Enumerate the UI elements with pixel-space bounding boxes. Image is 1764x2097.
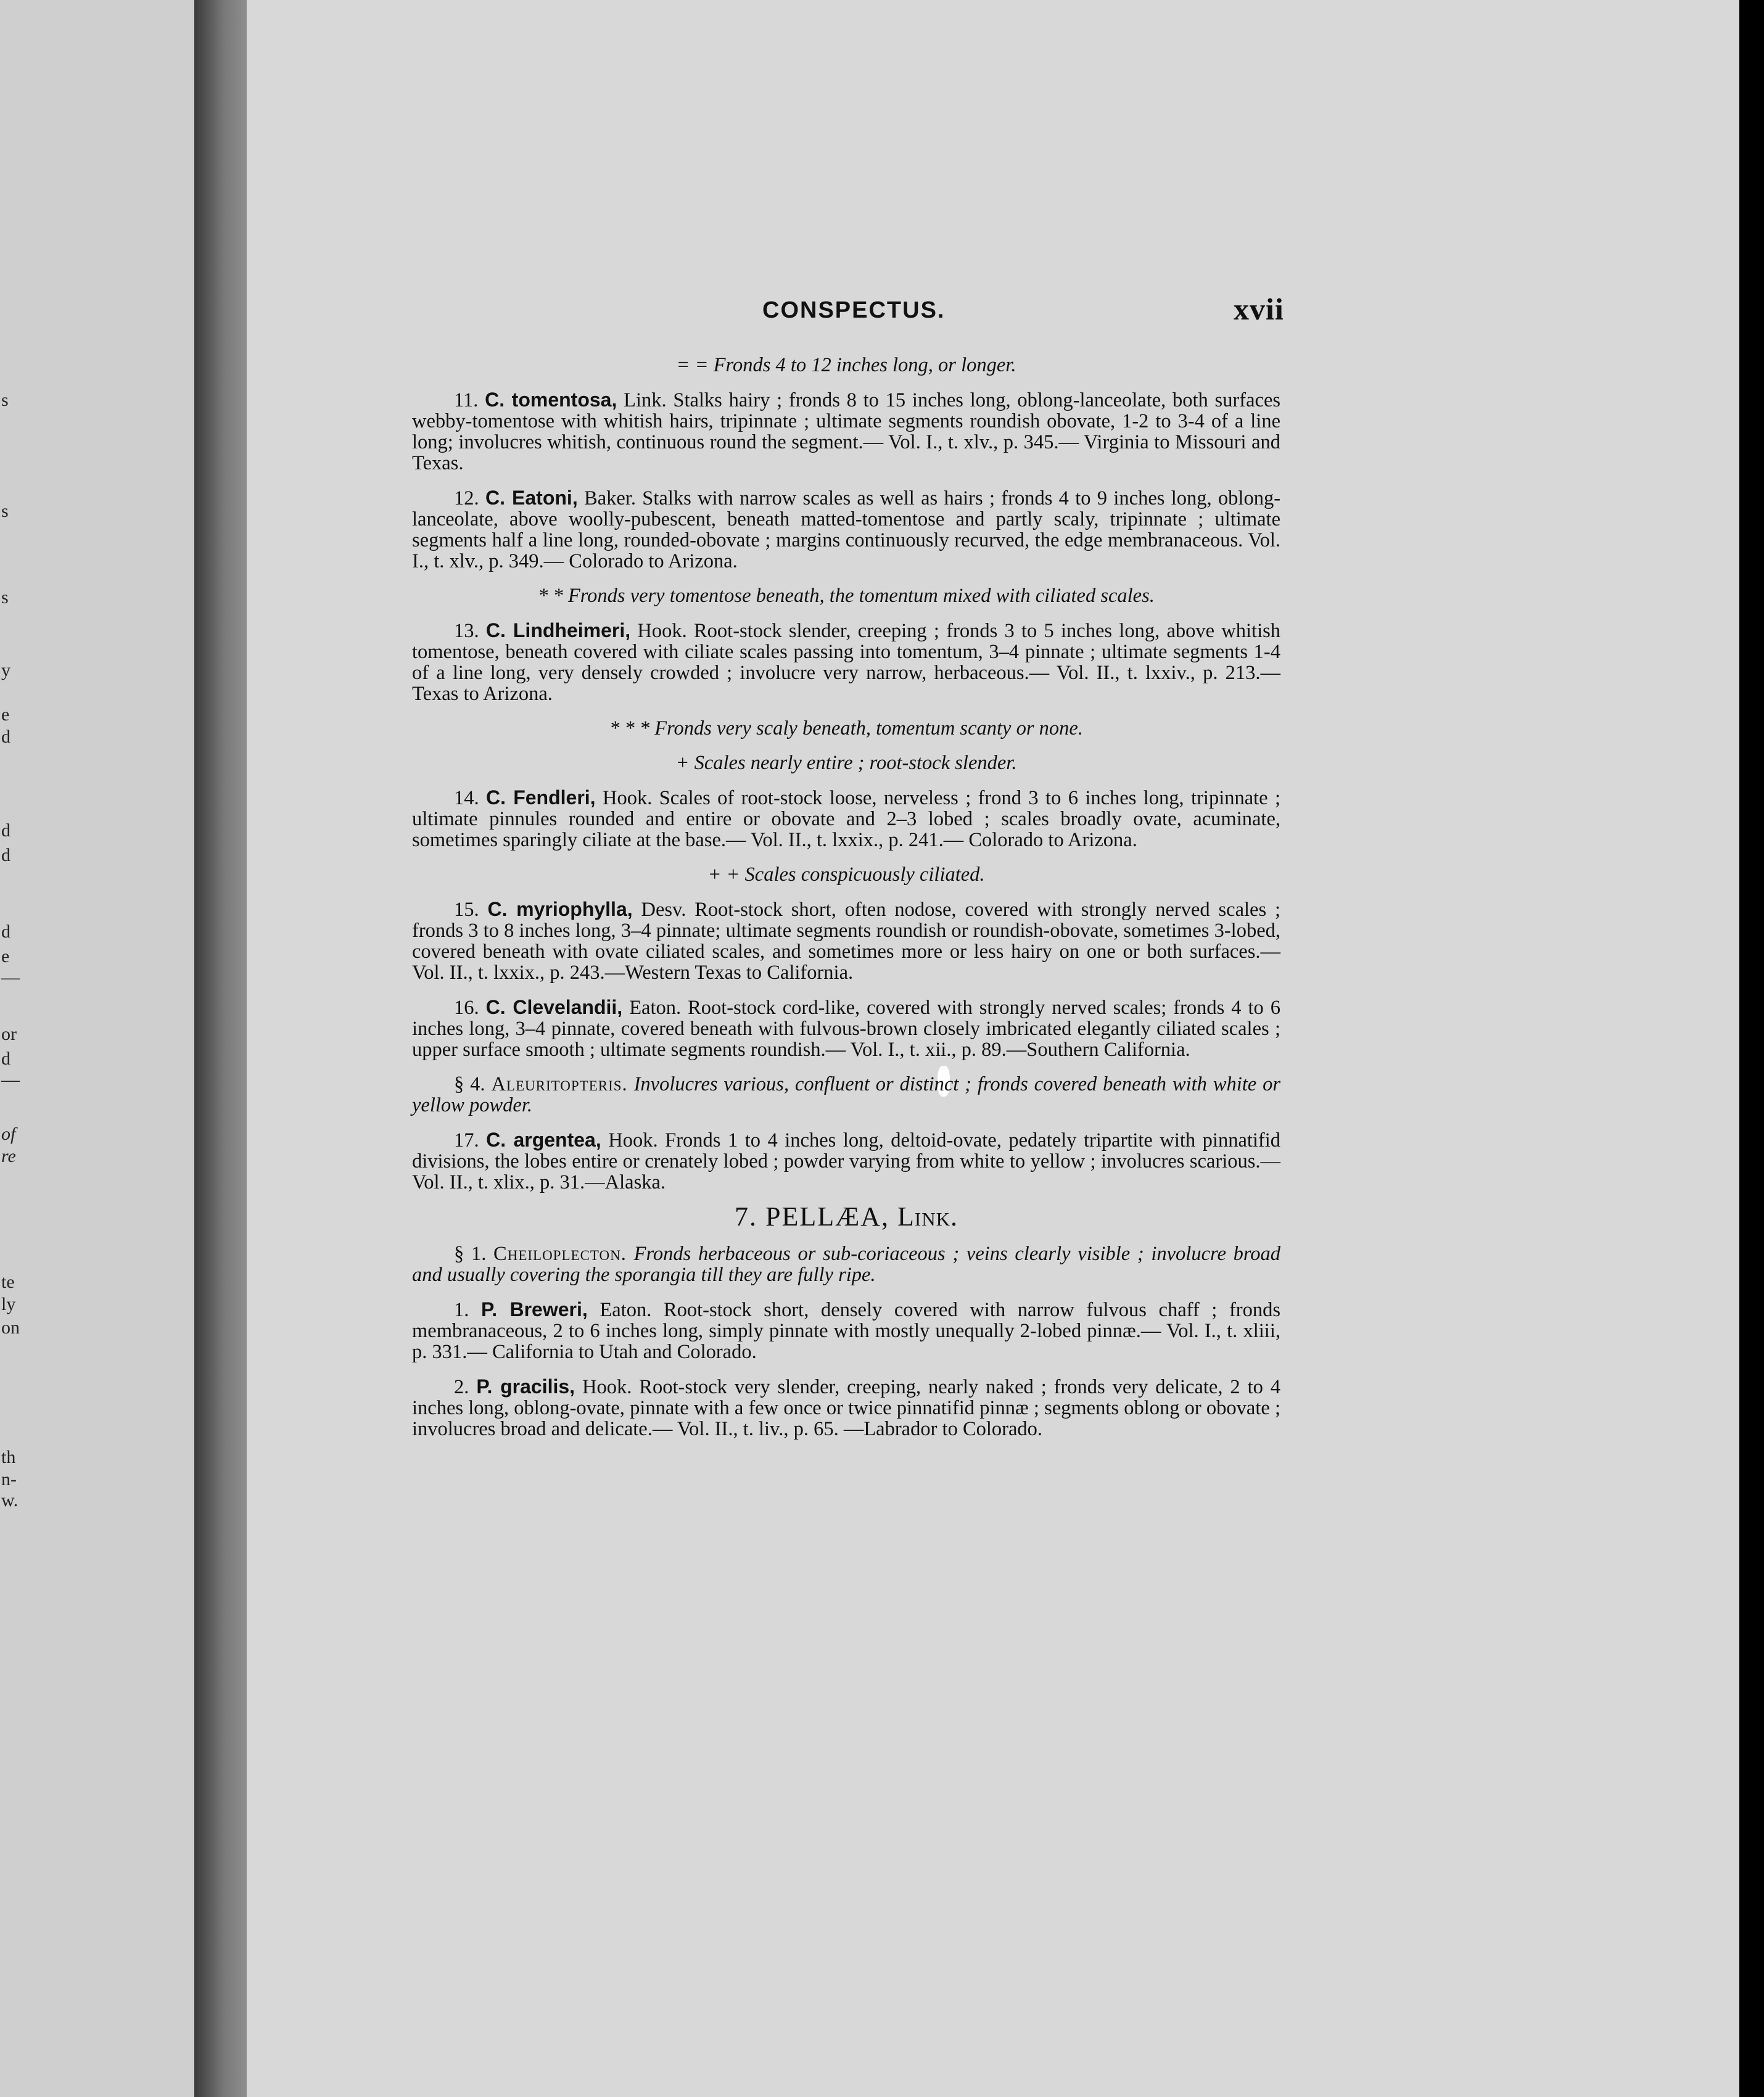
margin-char: d xyxy=(1,820,10,841)
margin-char: s xyxy=(1,390,9,410)
species-name: C. argentea, xyxy=(486,1129,601,1151)
species-entry xyxy=(412,1376,1280,1440)
subgroup-heading: + Scales nearly entire ; root-stock slender. xyxy=(675,752,1017,774)
species-entry xyxy=(412,620,1280,704)
entry-number: 12. xyxy=(454,487,479,509)
margin-char: of xyxy=(1,1124,16,1144)
margin-char: th xyxy=(1,1447,16,1467)
conspectus-text xyxy=(412,355,1280,1453)
species-description: Hook. Root-stock slender, creeping ; fronds 3 to 5 inches long, above whitish tomentose, beneath covered with ciliate scales passing into tomentum, 3–4 pinnate ; ultimate segments 1-4 of a line long, very densely crowded ; involucre very narrow, herbaceous.— Vol. II., t. lxxiv., p. 213.— Texas to Arizona. xyxy=(412,620,1280,705)
margin-char: or xyxy=(1,1024,17,1044)
section-name: Cheiloplecton. xyxy=(493,1243,627,1265)
margin-char: s xyxy=(1,501,9,521)
entry-number: 14. xyxy=(454,787,479,809)
group-heading: * * * Fronds very scaly beneath, tomentum scanty or none. xyxy=(609,717,1083,740)
species-entry xyxy=(412,1299,1280,1362)
margin-char: te xyxy=(1,1272,15,1292)
margin-char: s xyxy=(1,587,9,608)
species-entry xyxy=(412,997,1280,1060)
genus-author: Link. xyxy=(897,1201,958,1232)
margin-char: re xyxy=(1,1146,16,1166)
margin-char: y xyxy=(1,660,10,680)
species-description: Desv. Root-stock short, often nodose, covered with strongly nerved scales ; fronds 3 to 8 inches long, 3–4 pinnate; ultimate segments roundish or roundish-obovate, sometimes 3-lobed, covered beneath with ovate ciliated scales, and sometimes more or less hairy on one or both surfaces.— Vol. II., t. lxxix., p. 243.—Western Texas to California. xyxy=(412,899,1281,984)
species-name: C. Clevelandii, xyxy=(485,996,623,1018)
page-number: xvii xyxy=(1234,292,1284,326)
entry-number: 1. xyxy=(454,1299,469,1321)
scan-border xyxy=(1739,0,1764,2097)
species-entry xyxy=(412,787,1280,851)
species-name: C. Lindheimeri, xyxy=(485,619,631,641)
species-name: C. Eatoni, xyxy=(485,487,578,509)
facing-page-margin-text xyxy=(0,0,20,2097)
margin-char: e xyxy=(1,704,10,725)
margin-char: e xyxy=(1,946,10,966)
entry-number: 11. xyxy=(454,389,479,411)
section-heading xyxy=(412,1243,1280,1285)
species-description: Baker. Stalks with narrow scales as well as hairs ; fronds 4 to 9 inches long, oblong-lanceolate, above woolly-pubescent, beneath matted-tomentose and partly scaly, tripinnate ; ultimate segments half a line long, rounded-obovate ; margins continuously recurved, the edge membranaceous. Vol. I., t. xlv., p. 349.— Colorado to Arizona. xyxy=(412,487,1281,572)
entry-number: 15. xyxy=(454,899,479,921)
margin-char: — xyxy=(1,1069,20,1090)
book-gutter xyxy=(194,0,247,2097)
margin-char: — xyxy=(1,967,20,987)
group-heading: * * Fronds very tomentose beneath, the tomentum mixed with ciliated scales. xyxy=(538,585,1155,607)
margin-char: d xyxy=(1,1048,10,1069)
section-heading xyxy=(412,1074,1280,1116)
facing-page-edge xyxy=(0,0,194,2097)
species-entry xyxy=(412,1129,1280,1193)
section-number: § 4. xyxy=(454,1073,485,1095)
page xyxy=(247,0,1739,2097)
group-heading: = = Fronds 4 to 12 inches long, or longer. xyxy=(676,354,1016,376)
species-entry xyxy=(412,487,1280,572)
margin-char: n- xyxy=(1,1469,17,1489)
species-description: Hook. Scales of root-stock loose, nerveless ; frond 3 to 6 inches long, tripinnate ; ultimate pinnules rounded and entire or obovate and 2–3 lobed ; scales broadly ovate, acuminate, sometimes sparingly ciliate at the base.— Vol. II., t. lxxix., p. 241.— Colorado to Arizona. xyxy=(412,787,1281,851)
species-name: P. Breweri, xyxy=(481,1298,588,1320)
genus-heading xyxy=(412,1201,1280,1232)
entry-number: 13. xyxy=(454,620,479,642)
section-name: Aleuritopteris. xyxy=(491,1073,628,1095)
species-description: Hook. Root-stock very slender, creeping, nearly naked ; fronds very delicate, 2 to 4 inches long, oblong-ovate, pinnate with a few once or twice pinnatifid pinnæ ; segments oblong or obovate ; involucres broad and delicate.— Vol. II., t. liv., p. 65. —Labrador to Colorado. xyxy=(412,1376,1281,1440)
entry-number: 16. xyxy=(454,997,479,1019)
species-entry xyxy=(412,389,1280,474)
entry-number: 2. xyxy=(454,1376,469,1398)
section-description: Fronds herbaceous or sub-coriaceous ; veins clearly visible ; involucre broad and usually covering the sporangia till they are fully ripe. xyxy=(412,1243,1281,1286)
margin-char: w. xyxy=(1,1490,19,1510)
margin-char: ly xyxy=(1,1294,16,1314)
species-description: Eaton. Root-stock cord-like, covered with strongly nerved scales; fronds 4 to 6 inches long, 3–4 pinnate, covered beneath with fulvous-brown closely imbricated elegantly ciliated scales ; upper surface smooth ; ultimate segments roundish.— Vol. I., t. xii., p. 89.—Southern California. xyxy=(412,997,1281,1061)
species-description: Hook. Fronds 1 to 4 inches long, deltoid-ovate, pedately tripartite with pinnatifid divisions, the lobes entire or crenately lobed ; powder varying from white to yellow ; involucres scarious.— Vol. II., t. xlix., p. 31.—Alaska. xyxy=(412,1129,1281,1193)
entry-number: 17. xyxy=(454,1129,479,1151)
margin-char: d xyxy=(1,845,10,865)
margin-char: d xyxy=(1,921,10,942)
species-name: C. myriophylla, xyxy=(487,898,633,920)
species-entry xyxy=(412,899,1280,983)
margin-char: on xyxy=(1,1317,20,1338)
species-description: Link. Stalks hairy ; fronds 8 to 15 inches long, oblong-lanceolate, both surfaces webby-tomentose with whitish hairs, tripinnate ; ultimate segments roundish obovate, 1-2 to 3-4 of a line long; involucres whitish, continuous round the segment.— Vol. I., t. xlv., p. 345.— Virginia to Missouri and Texas. xyxy=(412,389,1281,474)
species-name: C. tomentosa, xyxy=(485,389,617,411)
running-title: CONSPECTUS. xyxy=(762,297,946,323)
section-description: Involucres various, confluent or distinct ; fronds covered beneath with white or yellow powder. xyxy=(412,1073,1281,1116)
running-header xyxy=(247,292,1295,332)
section-number: § 1. xyxy=(454,1243,487,1265)
margin-char: d xyxy=(1,727,10,747)
species-name: C. Fendleri, xyxy=(486,786,596,809)
genus-name: 7. PELLÆA, xyxy=(735,1201,889,1232)
species-description: Eaton. Root-stock short, densely covered with narrow fulvous chaff ; fronds membranaceous, 2 to 6 inches long, simply pinnate with mostly unequally 2-lobed pinnæ.— Vol. I., t. xliii, p. 331.— California to Utah and Colorado. xyxy=(412,1299,1280,1363)
species-name: P. gracilis, xyxy=(476,1375,575,1398)
subgroup-heading: + + Scales conspicuously ciliated. xyxy=(707,863,985,886)
